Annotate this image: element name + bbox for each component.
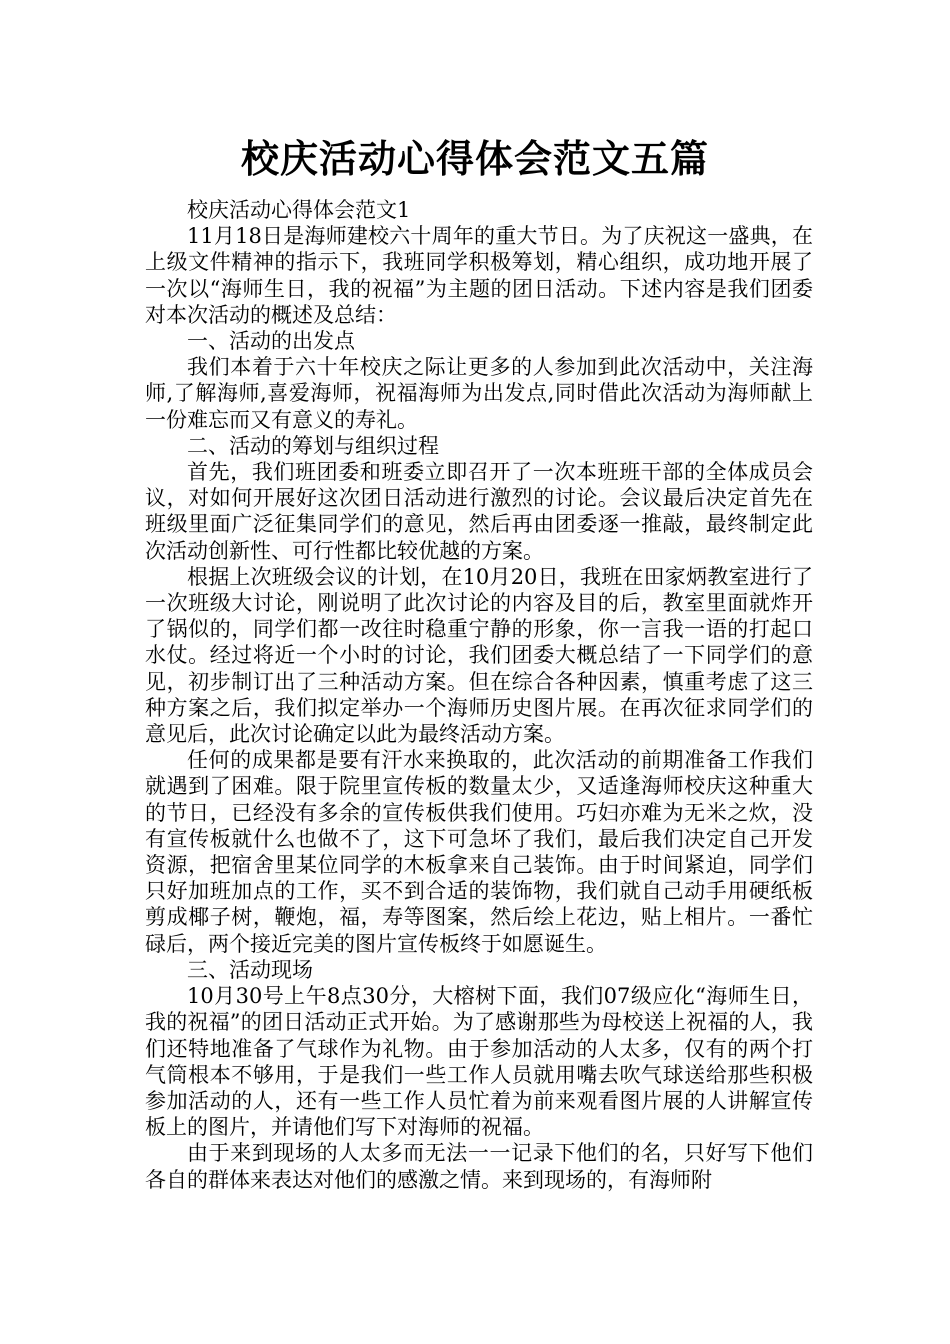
paragraph: 根据上次班级会议的计划，在10月20日，我班在田家炳教室进行了一次班级大讨论，刚说明了此次讨论的内容及目的后，教室里面就炸开了锅似的，同学们都一改往时稳重宁静的形象，你一言我一语的打起口水仗。经过将近一个小时的讨论，我们团委大概总结了一下同学们的意见，初步制订出了三种活动方案。但在综合各种因素，慎重考虑了这三种方案之后，我们拟定举办一个海师历史图片展。在再次征求同学们的意见后，此次讨论确定以此为最终活动方案。: [145, 564, 813, 747]
paragraph: 11月18日是海师建校六十周年的重大节日。为了庆祝这一盛典，在上级文件精神的指示下，我班同学积极筹划，精心组织，成功地开展了一次以“海师生日，我的祝福”为主题的团日活动。下述内容是我们团委对本次活动的概述及总结：: [145, 224, 813, 327]
paragraph: 我们本着于六十年校庆之际让更多的人参加到此次活动中，关注海师,了解海师,喜爱海师，祝福海师为出发点,同时借此次活动为海师献上一份难忘而又有意义的寿礼。: [145, 355, 813, 432]
document-title: 校庆活动心得体会范文五篇: [240, 137, 709, 181]
section-subtitle: 校庆活动心得体会范文1: [187, 198, 411, 222]
paragraph: 首先，我们班团委和班委立即召开了一次本班班干部的全体成员会议，对如何开展好这次团日活动进行激烈的讨论。会议最后决定首先在班级里面广泛征集同学们的意见，然后再由团委逐一推敲，最终制定此次活动创新性、可行性都比较优越的方案。: [145, 460, 813, 563]
paragraph: 由于来到现场的人太多而无法一一记录下他们的名，只好写下他们各自的群体来表达对他们的感激之情。来到现场的，有海师附: [145, 1141, 813, 1192]
section-heading: 一、活动的出发点: [187, 329, 355, 354]
document-body: [145, 197, 813, 1193]
paragraph: 10月30号上午8点30分，大榕树下面，我们07级应化“海师生日，我的祝福”的团日活动正式开始。为了感谢那些为母校送上祝福的人，我们还特地准备了气球作为礼物。由于参加活动的人太多，仅有的两个打气筒根本不够用，于是我们一些工作人员就用嘴去吹气球送给那些积极参加活动的人，还有一些工作人员忙着为前来观看图片展的人讲解宣传板上的图片，并请他们写下对海师的祝福。: [145, 984, 813, 1140]
section-heading: 二、活动的筹划与组织过程: [187, 433, 439, 458]
paragraph: 任何的成果都是要有汗水来换取的，此次活动的前期准备工作我们就遇到了困难。限于院里宣传板的数量太少，又适逢海师校庆这种重大的节日，已经没有多余的宣传板供我们使用。巧妇亦难为无米之炊，没有宣传板就什么也做不了，这下可急坏了我们，最后我们决定自己开发资源，把宿舍里某位同学的木板拿来自己装饰。由于时间紧迫，同学们只好加班加点的工作，买不到合适的装饰物，我们就自己动手用硬纸板剪成椰子树，鞭炮，福，寿等图案，然后绘上花边，贴上相片。一番忙碌后，两个接近完美的图片宣传板终于如愿诞生。: [145, 748, 813, 956]
section-heading: 三、活动现场: [187, 957, 313, 982]
